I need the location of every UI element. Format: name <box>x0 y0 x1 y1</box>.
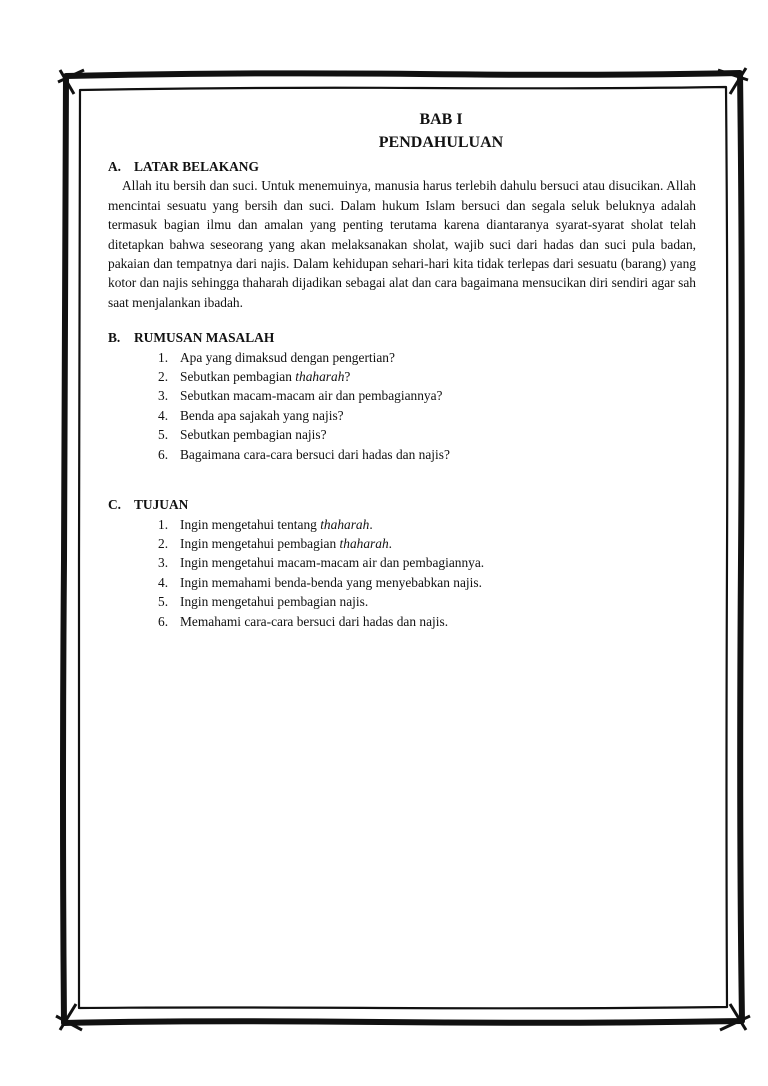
section-title: LATAR BELAKANG <box>134 159 259 174</box>
section-heading <box>108 328 696 347</box>
section-title: RUMUSAN MASALAH <box>134 330 275 346</box>
document-content <box>108 108 696 631</box>
background-paragraph: Allah itu bersih dan suci. Untuk menemuinya, manusia harus terlebih dahulu bersuci atau disucikan. Allah mencintai sesuatu yang bersih dan suci. Dalam hukum Islam bersuci dan segala seluk beluknya adalah termasuk bagian ilmu dan amalan yang penting terutama karena diantaranya syarat-syarat sholat telah ditetapkan bahwa seseorang yang akan melaksanakan sholat, wajib suci dari hadas dan suci pula badan, pakaian dan tempatnya dari najis. Dalam kehidupan sehari-hari kita tidak terlepas dari sesuatu (barang) yang kotor dan najis sehingga thaharah dijadikan sebagai alat dan cara bagaimana mensucikan diri sendiri agar sah saat menjalankan ibadah. <box>108 178 696 310</box>
section-tujuan <box>108 495 696 631</box>
list-item: 2. Ingin mengetahui pembagian thaharah. <box>158 535 392 551</box>
section-letter: A. <box>108 159 122 174</box>
list-item: 5. Ingin mengetahui pembagian najis. <box>158 594 369 610</box>
section-title: TUJUAN <box>134 497 189 513</box>
section-latar-belakang <box>108 157 696 312</box>
objective-list <box>108 515 696 631</box>
chapter-number: BAB I <box>419 111 463 128</box>
section-heading <box>108 495 696 514</box>
list-item: 4. Ingin memahami benda-benda yang menyebabkan najis. <box>158 574 482 590</box>
chapter-title <box>108 108 696 154</box>
list-item: 3. Sebutkan macam-macam air dan pembagiannya? <box>158 388 443 404</box>
chapter-name: PENDAHULUAN <box>378 134 504 151</box>
section-letter: C. <box>108 497 122 513</box>
list-item: 4. Benda apa sajakah yang najis? <box>158 407 344 423</box>
list-item: 2. Sebutkan pembagian thaharah? <box>158 369 351 385</box>
section-rumusan-masalah <box>108 328 696 464</box>
problem-list <box>108 348 696 464</box>
section-heading <box>108 157 696 176</box>
list-item: 6. Memahami cara-cara bersuci dari hadas dan najis. <box>158 613 449 629</box>
list-item: 6. Bagaimana cara-cara bersuci dari hadas dan najis? <box>158 446 450 462</box>
list-item: 5. Sebutkan pembagian najis? <box>158 427 327 443</box>
list-item: 1. Ingin mengetahui tentang thaharah. <box>158 516 373 532</box>
list-item: 1. Apa yang dimaksud dengan pengertian? <box>158 349 395 365</box>
list-item: 3. Ingin mengetahui macam-macam air dan pembagiannya. <box>158 555 485 571</box>
section-letter: B. <box>108 330 121 346</box>
